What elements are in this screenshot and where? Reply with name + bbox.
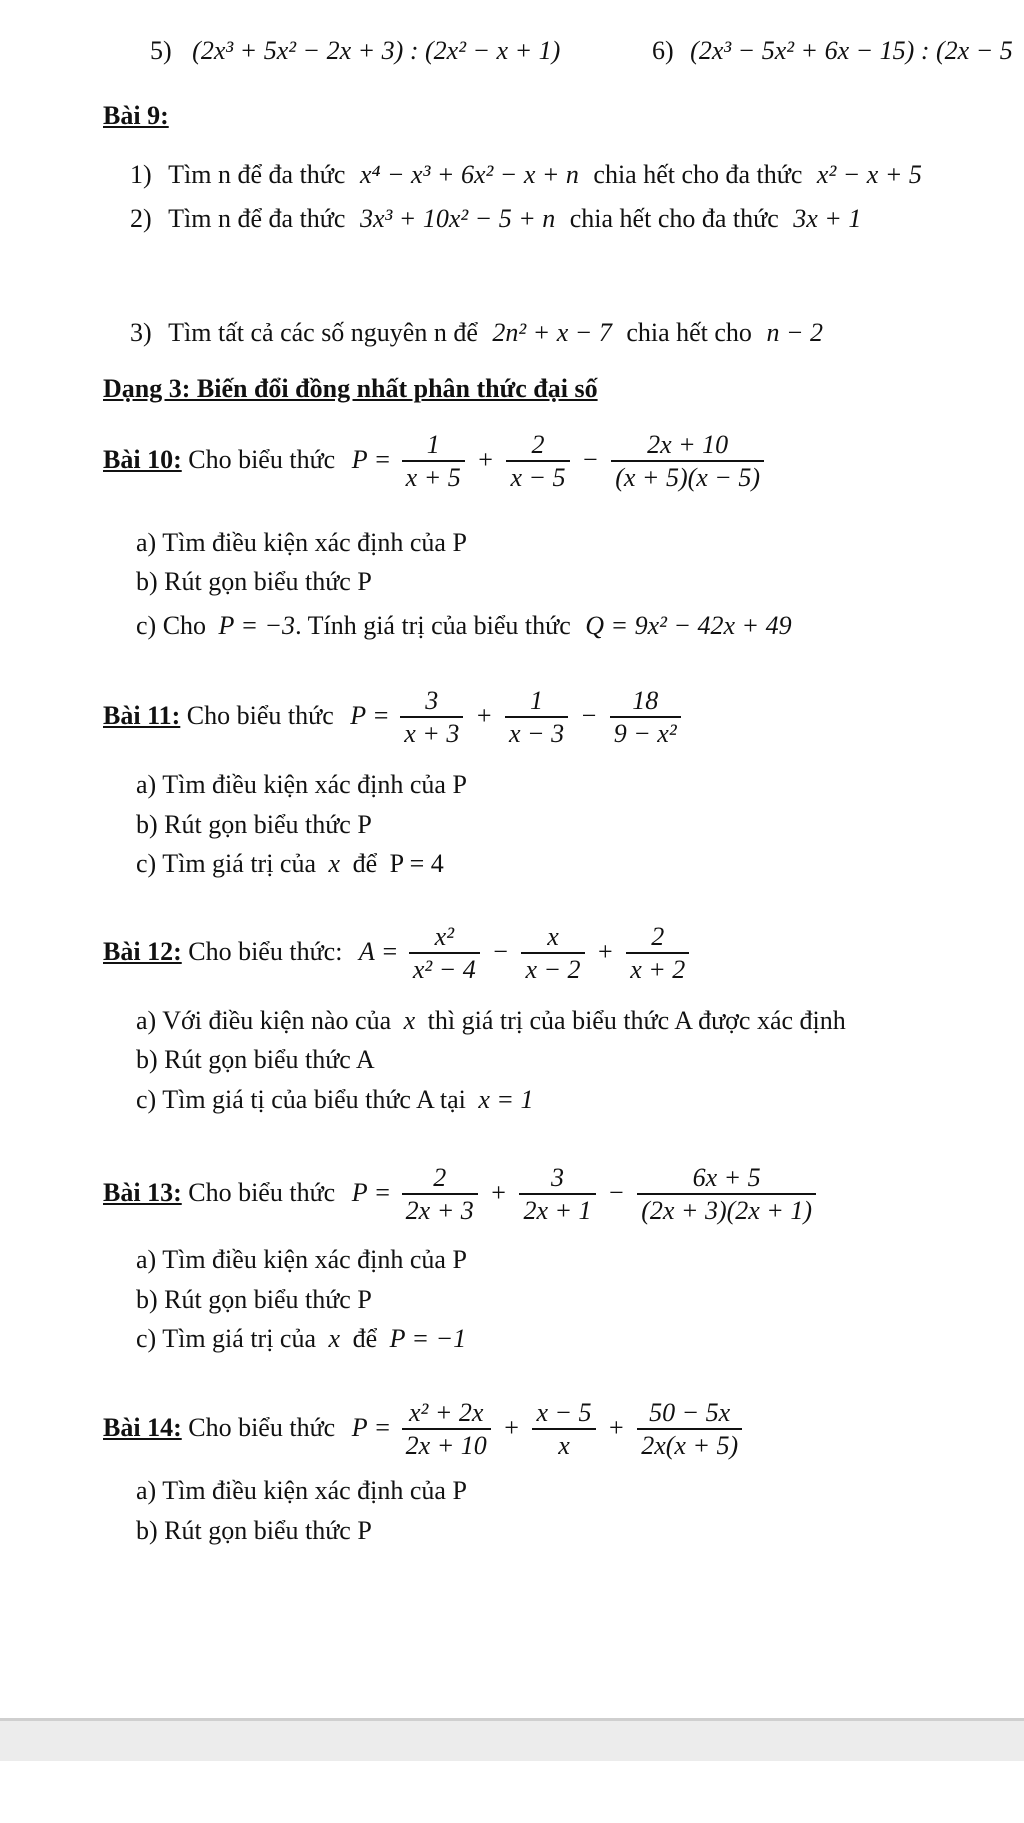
bai12-part-b: b) Rút gọn biểu thức A bbox=[136, 1045, 375, 1074]
viewer-page-gap bbox=[0, 1718, 1024, 1823]
fraction: $\frac{x - 5}{x}$ bbox=[532, 1398, 595, 1462]
section-heading-dang3: Dạng 3: Biến đổi đồng nhất phân thức đại số bbox=[103, 374, 598, 403]
problem-6: 6) (2x³ − 5x² + 6x − 15) : (2x − 5 bbox=[652, 36, 1013, 65]
fraction: $\frac{3}{2x + 1}$ bbox=[519, 1163, 595, 1227]
bai12-part-a: a) Với điều kiện nào của x thì giá trị của biểu thức A được xác định bbox=[136, 1006, 846, 1035]
bai13-statement: Bài 13: Cho biểu thức P = $\frac{2}{2x + 3}$ + $\frac{3}{2x + 1}$ − $\frac{6x + 5}{(2x + 3)(2x + 1)}$ bbox=[103, 1163, 820, 1227]
problem-5-expression: (2x³ + 5x² − 2x + 3) : (2x² − x + 1) bbox=[192, 36, 561, 65]
problem-6-expression: (2x³ − 5x² + 6x − 15) : (2x − 5 bbox=[690, 36, 1013, 65]
fraction: $\frac{2}{2x + 3}$ bbox=[402, 1163, 478, 1227]
bai9-item-1: 1) Tìm n để đa thức x⁴ − x³ + 6x² − x + n chia hết cho đa thức x² − x + 5 bbox=[130, 160, 922, 189]
bai9-item-3: 3) Tìm tất cả các số nguyên n để 2n² + x − 7 chia hết cho n − 2 bbox=[130, 318, 823, 347]
bai14-part-a: a) Tìm điều kiện xác định của P bbox=[136, 1476, 467, 1505]
bai11-part-c: c) Tìm giá trị của x để P = 4 bbox=[136, 849, 444, 878]
next-page-top bbox=[0, 1761, 1024, 1823]
bai13-part-c: c) Tìm giá trị của x để P = −1 bbox=[136, 1324, 467, 1353]
fraction: $\frac{50 - 5x}{2x(x + 5)}$ bbox=[637, 1398, 742, 1462]
fraction: $\frac{1}{x - 3}$ bbox=[505, 686, 568, 750]
bai10-part-c: c) Cho P = −3. Tính giá trị của biểu thức Q = 9x² − 42x + 49 bbox=[136, 611, 792, 640]
fraction: $\frac{18}{\text{9 − x²}}$ bbox=[610, 686, 681, 750]
bai11-part-b: b) Rút gọn biểu thức P bbox=[136, 810, 372, 839]
fraction: $\frac{2x + 10}{(x + 5)(x - 5)}$ bbox=[611, 430, 764, 494]
bai13-part-b: b) Rút gọn biểu thức P bbox=[136, 1285, 372, 1314]
problem-5: 5) (2x³ + 5x² − 2x + 3) : (2x² − x + 1) bbox=[150, 36, 561, 65]
bai10-part-b: b) Rút gọn biểu thức P bbox=[136, 567, 372, 596]
bai12-part-c: c) Tìm giá tị của biểu thức A tại x = 1 bbox=[136, 1085, 534, 1114]
bai11-part-a: a) Tìm điều kiện xác định của P bbox=[136, 770, 467, 799]
fraction: $\frac{6x + 5}{(2x + 3)(2x + 1)}$ bbox=[637, 1163, 816, 1227]
fraction: $\frac{\text{x²}}{\text{x² − 4}}$ bbox=[409, 922, 480, 986]
fraction: $\frac{2}{x + 2}$ bbox=[626, 922, 689, 986]
bai14-statement: Bài 14: Cho biểu thức P = $\frac{\text{x² + 2x}}{2x + 10}$ + $\frac{x - 5}{x}$ + $\frac{50 - 5x}{2x(x + 5)}$ bbox=[103, 1398, 746, 1462]
bai13-part-a: a) Tìm điều kiện xác định của P bbox=[136, 1245, 467, 1274]
fraction: $\frac{\text{x² + 2x}}{2x + 10}$ bbox=[402, 1398, 491, 1462]
bai11-statement: Bài 11: Cho biểu thức P = $\frac{3}{x + 3}$ + $\frac{1}{x - 3}$ − $\frac{18}{\text{9 − x²}}$ bbox=[103, 686, 685, 750]
bai9-title: Bài 9: bbox=[103, 101, 169, 130]
bai12-statement: Bài 12: Cho biểu thức: A = $\frac{\text{x²}}{\text{x² − 4}}$ − $\frac{x}{x - 2}$ + $\frac{2}{x + 2}$ bbox=[103, 922, 693, 986]
fraction: $\frac{2}{x - 5}$ bbox=[506, 430, 569, 494]
bai9-item-2: 2) Tìm n để đa thức 3x³ + 10x² − 5 + n chia hết cho đa thức 3x + 1 bbox=[130, 204, 862, 233]
bai10-part-a: a) Tìm điều kiện xác định của P bbox=[136, 528, 467, 557]
bai10-statement: Bài 10: Cho biểu thức P = $\frac{1}{x + 5}$ + $\frac{2}{x - 5}$ − $\frac{2x + 10}{(x + 5)(x - 5)}$ bbox=[103, 430, 768, 494]
fraction: $\frac{x}{x - 2}$ bbox=[521, 922, 584, 986]
fraction: $\frac{3}{x + 3}$ bbox=[400, 686, 463, 750]
fraction: $\frac{1}{x + 5}$ bbox=[402, 430, 465, 494]
bai14-part-b: b) Rút gọn biểu thức P bbox=[136, 1516, 372, 1545]
